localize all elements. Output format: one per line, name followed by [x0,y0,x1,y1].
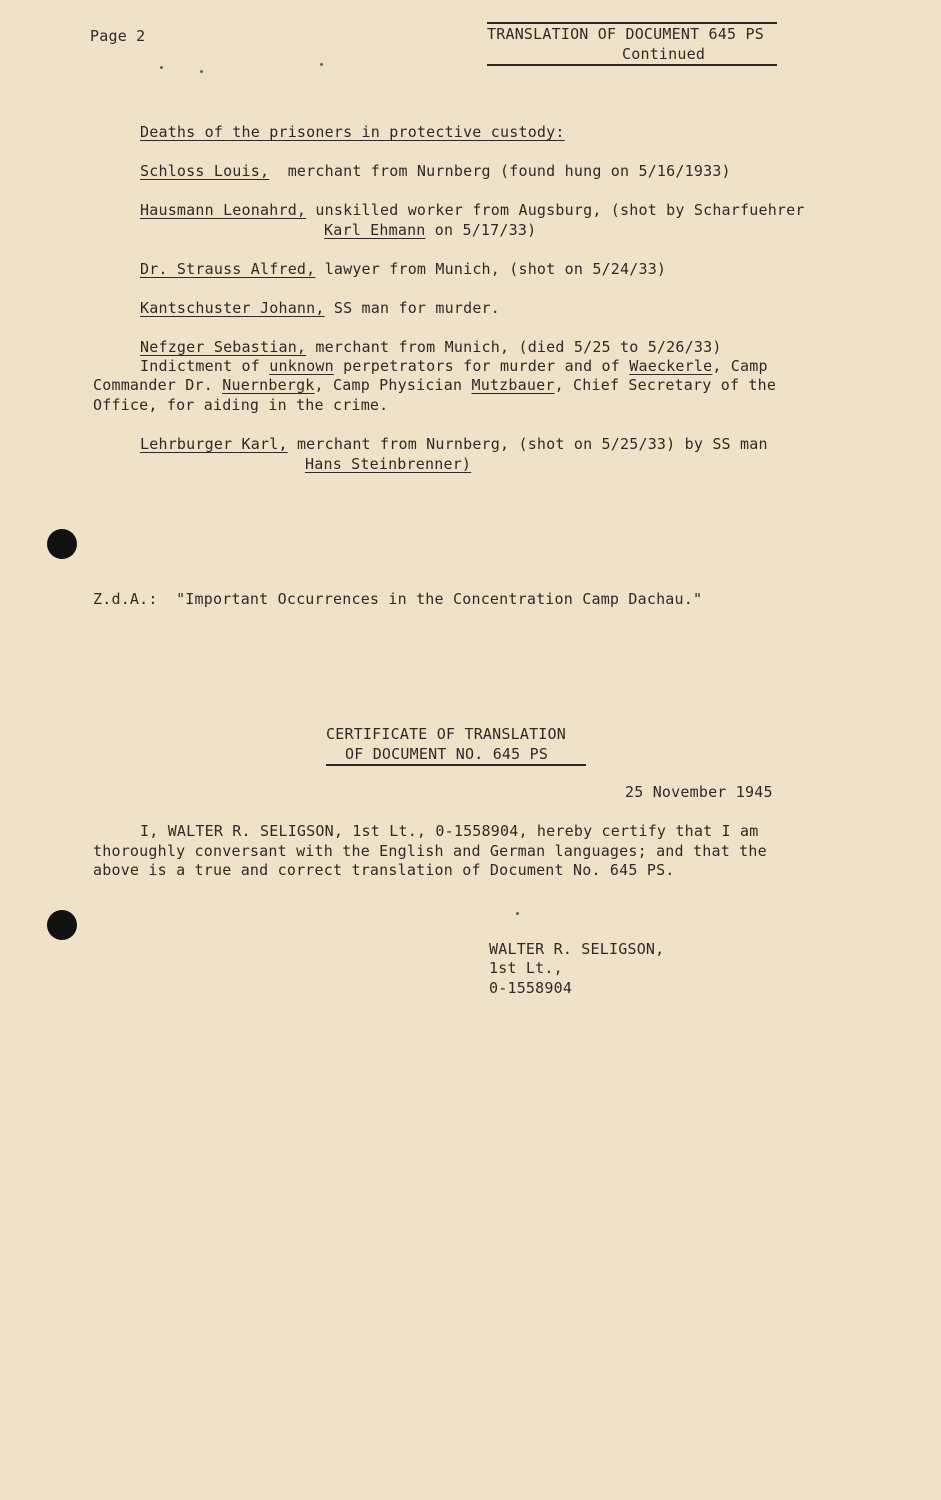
document-title: TRANSLATION OF DOCUMENT 645 PS [487,25,764,43]
zda-note: Z.d.A.: "Important Occurrences in the Concentration Camp Dachau." [93,590,703,608]
certificate-rule [326,764,586,766]
continued-label: Continued [622,45,706,63]
text-segment: Nuernbergk [222,376,315,394]
text-segment: , Camp [712,357,768,375]
text-segment: unknown [269,357,334,375]
punch-hole [47,910,77,940]
signature-name: WALTER R. SELIGSON, [489,940,665,958]
indictment-line-3: Office, for aiding in the crime. [93,396,389,414]
entry-kantschuster [140,299,500,318]
certificate-title: CERTIFICATE OF TRANSLATION [326,725,566,743]
entry-name: Kantschuster Johann, [140,299,325,317]
paper-speck [200,70,203,73]
paper-speck [516,912,519,915]
entry-nefzger [140,338,722,357]
header-top-rule [487,22,777,24]
entry-name: Schloss Louis, [140,162,270,180]
certificate-body-line-3: above is a true and correct translation of Document No. 645 PS. [93,861,675,879]
certificate-subtitle: OF DOCUMENT NO. 645 PS [345,745,549,763]
entry-strauss [140,260,666,279]
indictment-line-1 [140,357,768,376]
paper-speck [320,63,323,66]
entry-text: on 5/17/33) [434,221,537,239]
certificate-body-line-2: thoroughly conversant with the English and German languages; and that the [93,842,767,860]
perpetrator-name: Karl Ehmann [324,221,426,239]
text-segment: , Chief Secretary of the [554,376,777,394]
text-segment: , Camp Physician [314,376,472,394]
page-number: Page 2 [90,27,146,45]
text-segment: Indictment of [140,357,270,375]
entry-hausmann [140,201,805,220]
header-bottom-rule [487,64,777,66]
signature-serial: 0-1558904 [489,979,573,997]
text-segment: Commander Dr. [93,376,223,394]
entry-name: Dr. Strauss Alfred, [140,260,316,278]
punch-hole [47,529,77,559]
entry-name: Hausmann Leonahrd, [140,201,307,219]
certificate-date: 25 November 1945 [625,783,773,801]
section-heading: Deaths of the prisoners in protective custody: [140,123,565,141]
certificate-body-line-1: I, WALTER R. SELIGSON, 1st Lt., 0-1558904, hereby certify that I am [140,822,759,840]
entry-text: lawyer from Munich, (shot on 5/24/33) [324,260,667,278]
entry-schloss [140,162,731,181]
entry-text: merchant from Munich, (died 5/25 to 5/26/33) [315,338,722,356]
entry-text: merchant from Nurnberg, (shot on 5/25/33) by SS man [296,435,768,453]
paper-speck [160,66,163,69]
entry-hausmann-cont [324,221,536,240]
perpetrator-name: Hans Steinbrenner) [305,455,472,473]
text-segment: perpetrators for murder and of [333,357,630,375]
text-segment: Waeckerle [629,357,713,375]
entry-lehrburger [140,435,768,454]
indictment-line-2 [93,376,776,395]
entry-text: SS man for murder. [333,299,501,317]
entry-name: Nefzger Sebastian, [140,338,307,356]
entry-name: Lehrburger Karl, [140,435,288,453]
signature-rank: 1st Lt., [489,959,563,977]
entry-text: unskilled worker from Augsburg, (shot by Scharfuehrer [315,201,805,219]
entry-text: merchant from Nurnberg (found hung on 5/16/1933) [287,162,731,180]
text-segment: Mutzbauer [471,376,555,394]
